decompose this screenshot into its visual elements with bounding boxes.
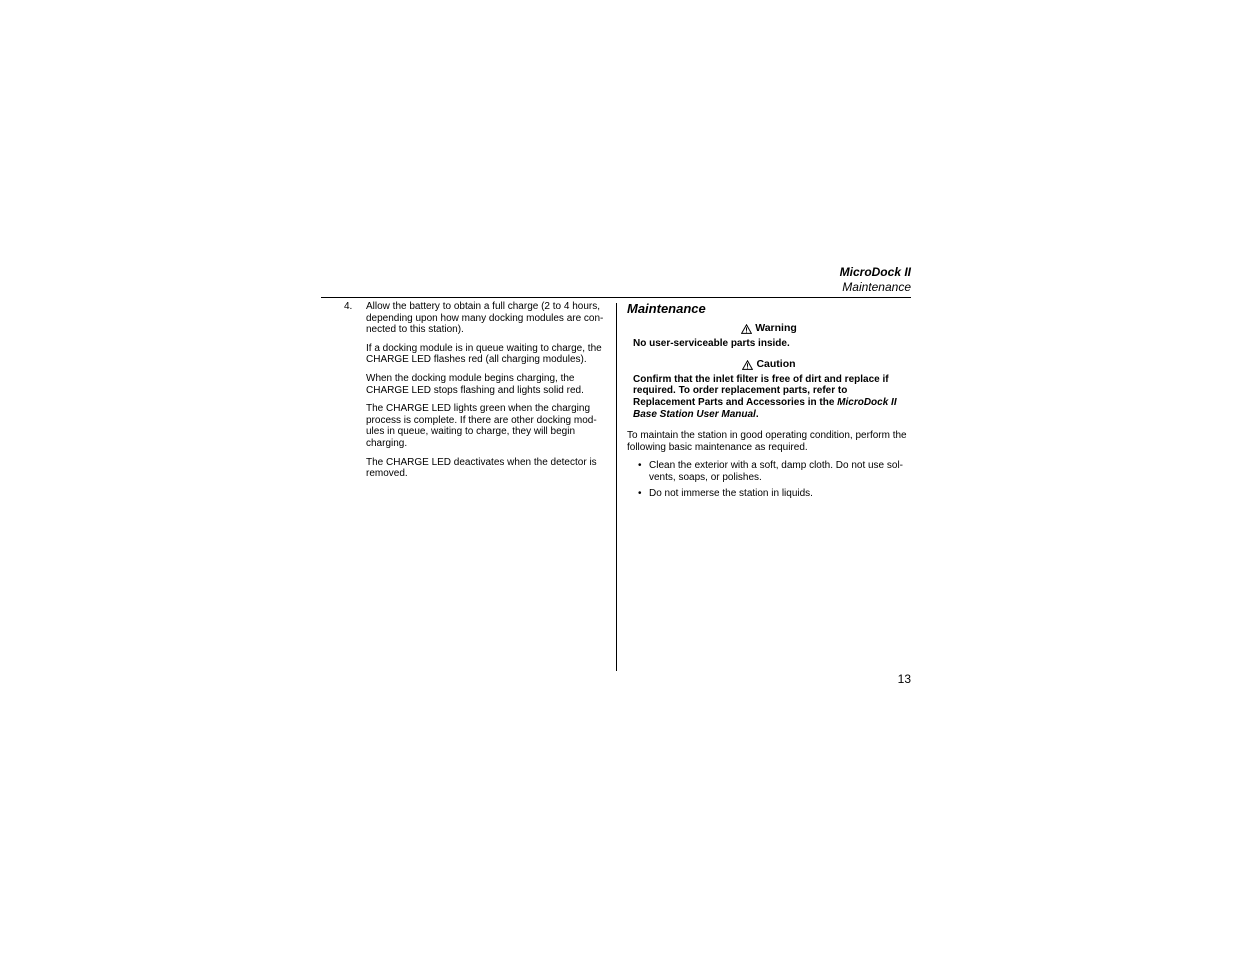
- step-paragraph-1: Allow the battery to obtain a full charge (2 to 4 hours, depending upon how many docking modules are con-nected to this station).: [366, 301, 604, 336]
- caution-heading: [627, 359, 911, 371]
- header-title: MicroDock II: [839, 265, 911, 279]
- caution-text: [633, 374, 911, 420]
- warning-text: No user-serviceable parts inside.: [633, 337, 790, 349]
- column-divider: [616, 303, 617, 671]
- list-item-text: Do not immerse the station in liquids.: [649, 487, 813, 499]
- caution-manual-title: MicroDock II Base Station User Manual: [633, 396, 897, 420]
- step-paragraph-3: When the docking module begins charging, the CHARGE LED stops flashing and lights solid red.: [366, 372, 584, 396]
- caution-label: Caution: [756, 358, 796, 371]
- header-subtitle: Maintenance: [842, 280, 911, 294]
- warning-label: Warning: [755, 322, 797, 334]
- page-number: 13: [897, 672, 911, 686]
- warning-triangle-icon: [741, 324, 752, 334]
- caution-text-start: Confirm that the inlet filter is free of dirt and replace if required. To order replacement parts, refer to Replacement Parts and Accessories in the: [633, 373, 889, 408]
- right-column: [627, 301, 911, 503]
- caution-text-end: .: [755, 408, 759, 420]
- bullet-marker: •: [638, 460, 642, 472]
- maintenance-list: [627, 460, 911, 499]
- list-item-text: Clean the exterior with a soft, damp cloth. Do not use sol-vents, soaps, or polishes.: [649, 460, 904, 483]
- step-paragraph-2: If a docking module is in queue waiting to charge, the CHARGE LED flashes red (all charging modules).: [366, 342, 602, 366]
- bullet-marker: •: [638, 487, 642, 499]
- step-paragraph-4: The CHARGE LED lights green when the charging process is complete. If there are other docking mod-ules in queue, waiting to charge, they will begin charging.: [366, 403, 597, 449]
- step-number: 4.: [344, 301, 353, 312]
- left-column: [344, 301, 606, 487]
- section-title: Maintenance: [627, 301, 706, 316]
- header-rule: [321, 297, 911, 298]
- list-item: [627, 488, 911, 500]
- maintenance-intro: To maintain the station in good operating condition, perform the following basic maintenance as required.: [627, 430, 907, 453]
- warning-triangle-icon: [742, 360, 753, 370]
- step-paragraph-5: The CHARGE LED deactivates when the detector is removed.: [366, 456, 597, 480]
- list-item: [627, 460, 911, 483]
- warning-heading: [627, 323, 911, 335]
